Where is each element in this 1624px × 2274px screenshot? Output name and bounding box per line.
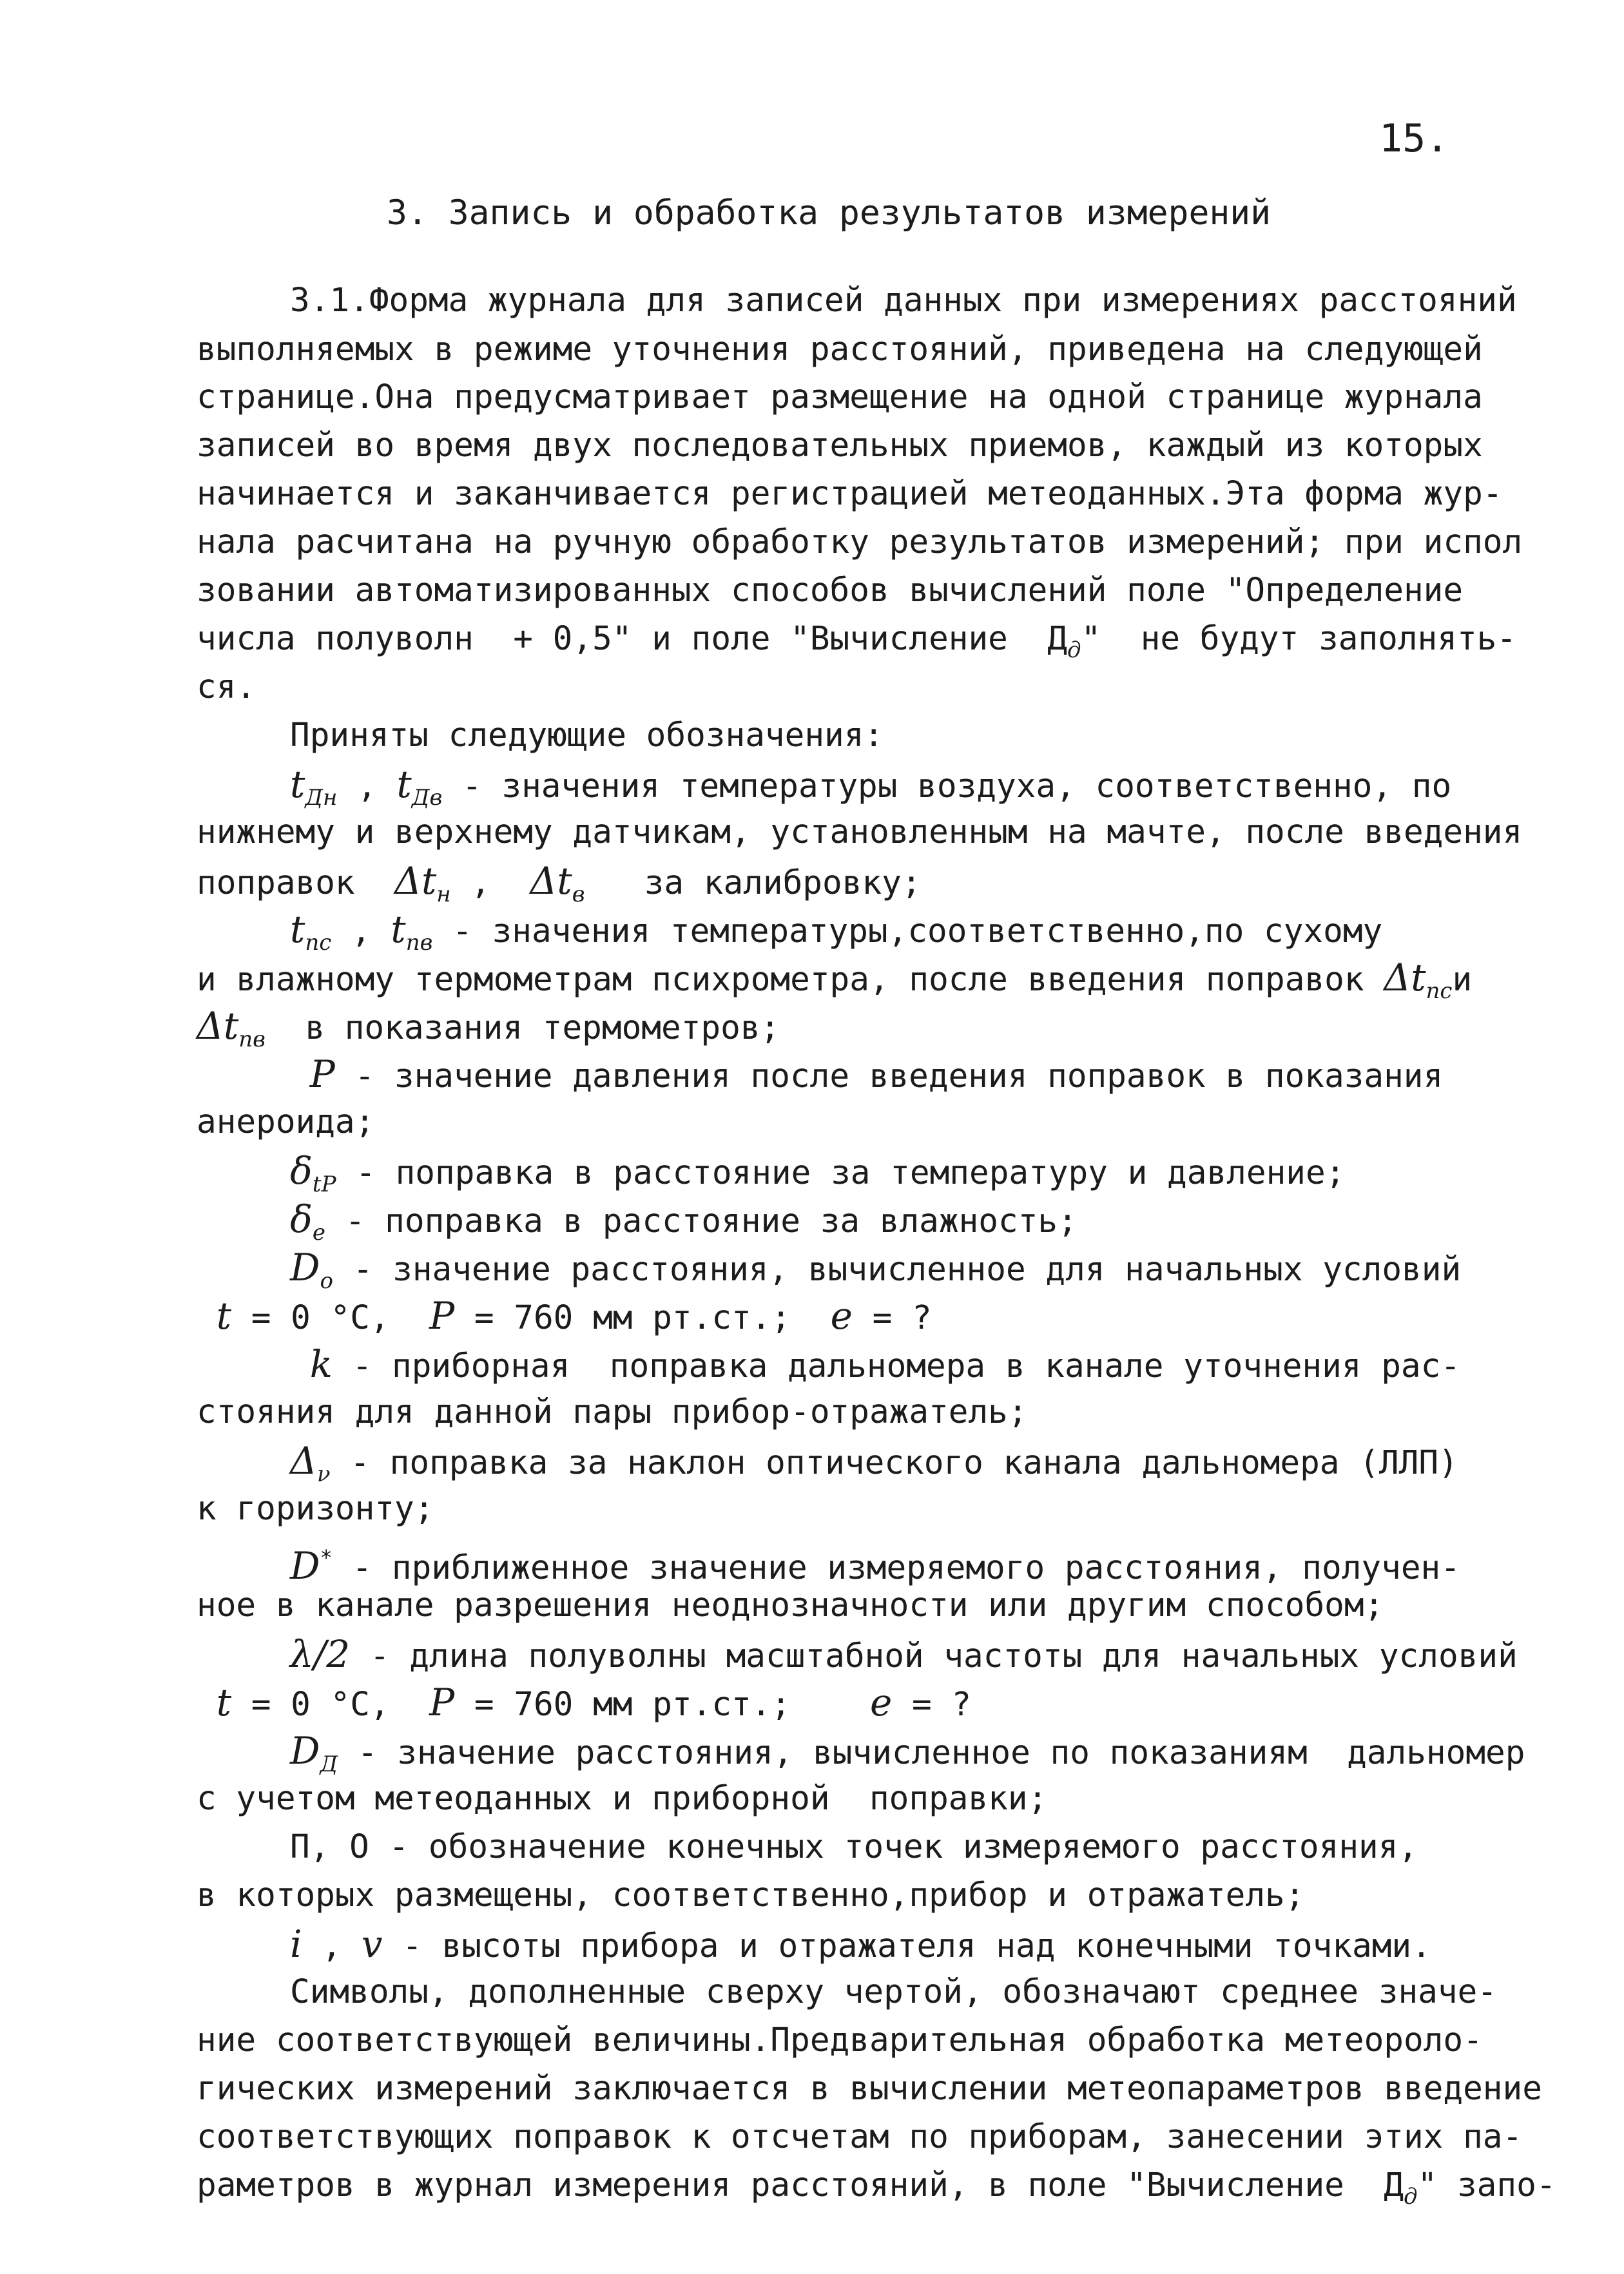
text-line: стояния для данной пары прибор-отражатель; xyxy=(197,1393,1028,1431)
text-line: ся. xyxy=(197,668,256,706)
text-line: числа полуволн + 0,5" и поле "Вычисление $Д_д$" не будут заполнять- xyxy=(197,620,1517,663)
text-line: Приняты следующие обозначения: xyxy=(290,717,884,755)
definition-line: $t_{пс}$ , $t_{пв}$ - значения температуры,соответственно,по сухому xyxy=(290,907,1383,956)
text-line: поправок $\Delta t_н$ , $\Delta t_в$ за калибровку; xyxy=(197,859,922,907)
definition-line: $t_{Дн}$ , $t_{Дв}$ - значения температуры воздуха, соответственно, по xyxy=(290,762,1452,811)
text-line: ное в канале разрешения неоднозначности или другим способом; xyxy=(197,1586,1384,1624)
text-line: нала расчитана на ручную обработку результатов измерений; при испол xyxy=(197,523,1523,561)
text-line: с учетом метеоданных и приборной поправки; xyxy=(197,1780,1048,1818)
text-line: в которых размещены, соответственно,прибор и отражатель; xyxy=(197,1876,1305,1914)
text-line: и влажному термометрам психрометра, после введения поправок $\Delta t_{пс}и$ xyxy=(197,956,1473,1004)
text-line: странице.Она предусматривает размещение на одной странице журнала xyxy=(197,378,1483,416)
definition-line: $D_Д$ - значение расстояния, вычисленное по показаниям дальномер xyxy=(290,1729,1525,1777)
text-line: начинается и заканчивается регистрацией метеоданных.Эта форма жур- xyxy=(197,475,1503,513)
text-line: записей во время двух последовательных приемов, каждый из которых xyxy=(197,427,1483,465)
text-line: П, О - обозначение конечных точек измеряемого расстояния, xyxy=(290,1828,1418,1866)
text-line: к горизонту; xyxy=(197,1490,434,1528)
text-line: 3.1.Форма журнала для записей данных при измерениях расстояний xyxy=(290,282,1517,320)
definition-line: D* - приближенное значение измеряемого расстояния, получен- xyxy=(290,1544,1460,1588)
conditions-line: t = 0 °С, P = 760 мм рт.ст.; e = ? xyxy=(216,1294,932,1338)
text-line: анероида; xyxy=(197,1103,375,1141)
text-line: гических измерений заключается в вычислении метеопараметров введение xyxy=(197,2070,1542,2108)
text-line: раметров в журнал измерения расстояний, в поле "Вычисление $Д_д$" запо- xyxy=(197,2166,1556,2210)
definition-line: k - приборная поправка дальномера в канале уточнения рас- xyxy=(309,1342,1461,1386)
text-line: Символы, дополненные сверху чертой, обозначают среднее значе- xyxy=(290,1973,1497,2011)
definition-line: $\Delta_\nu$ - поправка за наклон оптического канала дальномера (ЛЛП) xyxy=(290,1439,1458,1487)
text-line: нижнему и верхнему датчикам, установленным на мачте, после введения xyxy=(197,813,1523,851)
definition-line: λ/2 - длина полуволны масштабной частоты для начальных условий xyxy=(290,1632,1518,1676)
text-line: соответствующих поправок к отсчетам по приборам, занесении этих па- xyxy=(197,2118,1523,2156)
definition-line: $\delta_{tP}$ - поправка в расстояние за температуру и давление; xyxy=(290,1149,1346,1197)
text-line: зовании автоматизированных способов вычислений поле "Определение xyxy=(197,572,1464,610)
definition-line: $D_o$ - значение расстояния, вычисленное для начальных условий xyxy=(290,1246,1462,1294)
definition-line: i , v - высоты прибора и отражателя над конечными точками. xyxy=(290,1922,1431,1966)
definition-line: $\delta_e$ - поправка в расстояние за влажность; xyxy=(290,1197,1078,1246)
conditions-line: t = 0 °С, P = 760 мм рт.ст.; e = ? xyxy=(216,1681,972,1724)
page-number: 15. xyxy=(1379,116,1449,161)
text-line: $\Delta t_{пв}$ в показания термометров; xyxy=(197,1004,780,1052)
section-heading: 3. Запись и обработка результатов измерений xyxy=(387,193,1271,233)
text-line: выполняемых в режиме уточнения расстояний, приведена на следующей xyxy=(197,331,1483,369)
text-line: ние соответствующей величины.Предварительная обработка метеороло- xyxy=(197,2021,1483,2059)
definition-line: P - значение давления после введения поправок в показания xyxy=(309,1052,1444,1096)
